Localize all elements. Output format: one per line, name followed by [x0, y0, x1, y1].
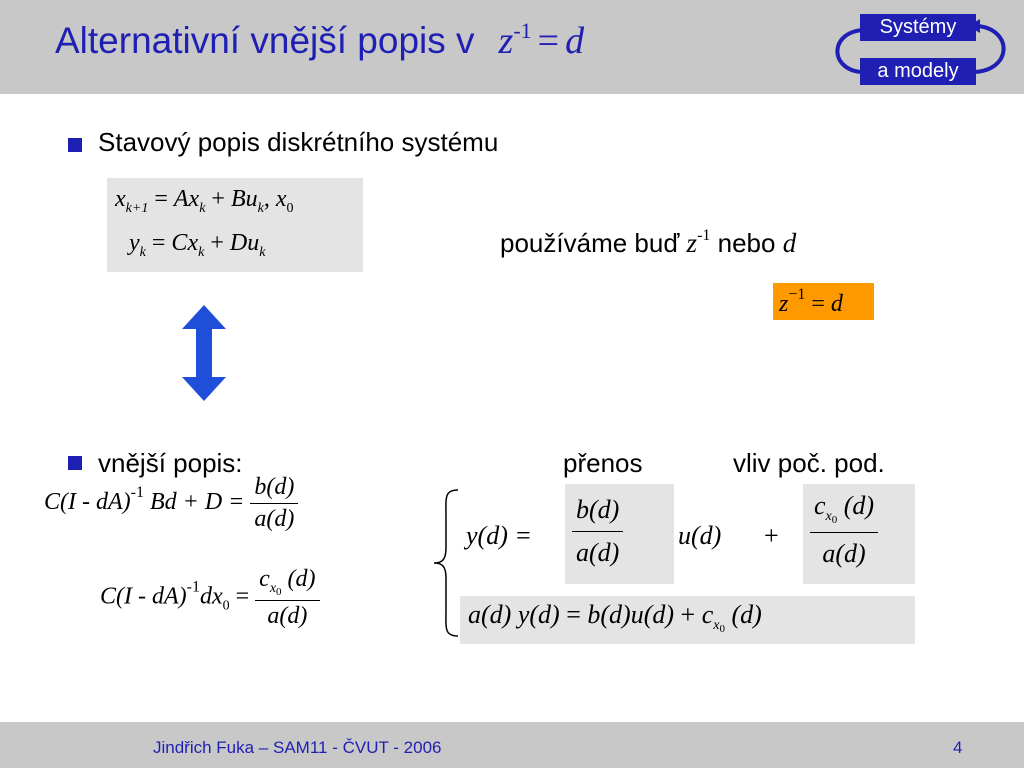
transfer-fraction: $\frac{b(d)}{a(d)}$	[250, 474, 298, 533]
logo-a-modely: a modely	[860, 58, 976, 85]
label-transfer: přenos	[563, 448, 643, 478]
highlight-equation-box	[773, 283, 874, 320]
transfer-function-equation: C(I - dA)$^{-1}$ Bd + D = $\frac{b(d)}{a(d)}$	[44, 474, 298, 533]
header-bar	[0, 0, 1024, 94]
polynomial-equation: a(d) $y(d) = b(d)u(d) + c_{x0}$ (d)	[468, 600, 762, 635]
bullet-state-description: Stavový popis diskrétního systému	[98, 127, 499, 157]
state-equation-2: $y_k = Cx_k + Du_k$	[129, 230, 266, 260]
output-initial-fraction: $\frac{c_{x0} (d)}{a(d)}$	[810, 491, 878, 569]
bullet-external-description: vnější popis:	[98, 448, 243, 478]
systemy-a-modely-logo	[826, 8, 1016, 88]
footer-author: Jindřich Fuka – SAM11 - ČVUT - 2006	[153, 738, 442, 757]
bullet-square-icon	[68, 456, 82, 470]
state-equation-1: $x_{k+1} = Ax_k + Bu_k$, $x_0$	[115, 186, 294, 216]
initial-condition-fraction: $\frac{c_{x0} (d)}{a(d)}$	[255, 566, 319, 630]
output-transfer-fraction: $\frac{b(d)}{a(d)}$	[572, 495, 623, 568]
curly-brace-icon	[432, 488, 462, 638]
page-number: 4	[953, 738, 963, 757]
label-initial-conditions: vliv poč. pod.	[733, 448, 885, 478]
state-equations-box	[107, 178, 363, 272]
highlight-equation: $z^{-1} = d$	[779, 286, 843, 317]
footer-bar	[0, 722, 1024, 768]
logo-systemy: Systémy	[860, 14, 976, 41]
bullet-square-icon	[68, 138, 82, 152]
initial-condition-equation: $C(I - dA)^{-1}dx_0$ = $\frac{c_{x0} (d)}{a(d)}$	[100, 566, 320, 630]
slide-title	[55, 18, 584, 63]
double-arrow-icon	[180, 305, 228, 401]
slide-title-text: Alternativní vnější popis v	[55, 20, 475, 61]
slide-title-math: $z^{-1} = d$	[498, 18, 585, 62]
output-equation: y(d) = $\frac{b(d)}{a(d)}$ u(d) + $\frac{c_{x0} (d)}{a(d)}$	[466, 487, 926, 587]
variable-note: používáme buď $z^{-1}$ nebo d	[500, 227, 797, 258]
